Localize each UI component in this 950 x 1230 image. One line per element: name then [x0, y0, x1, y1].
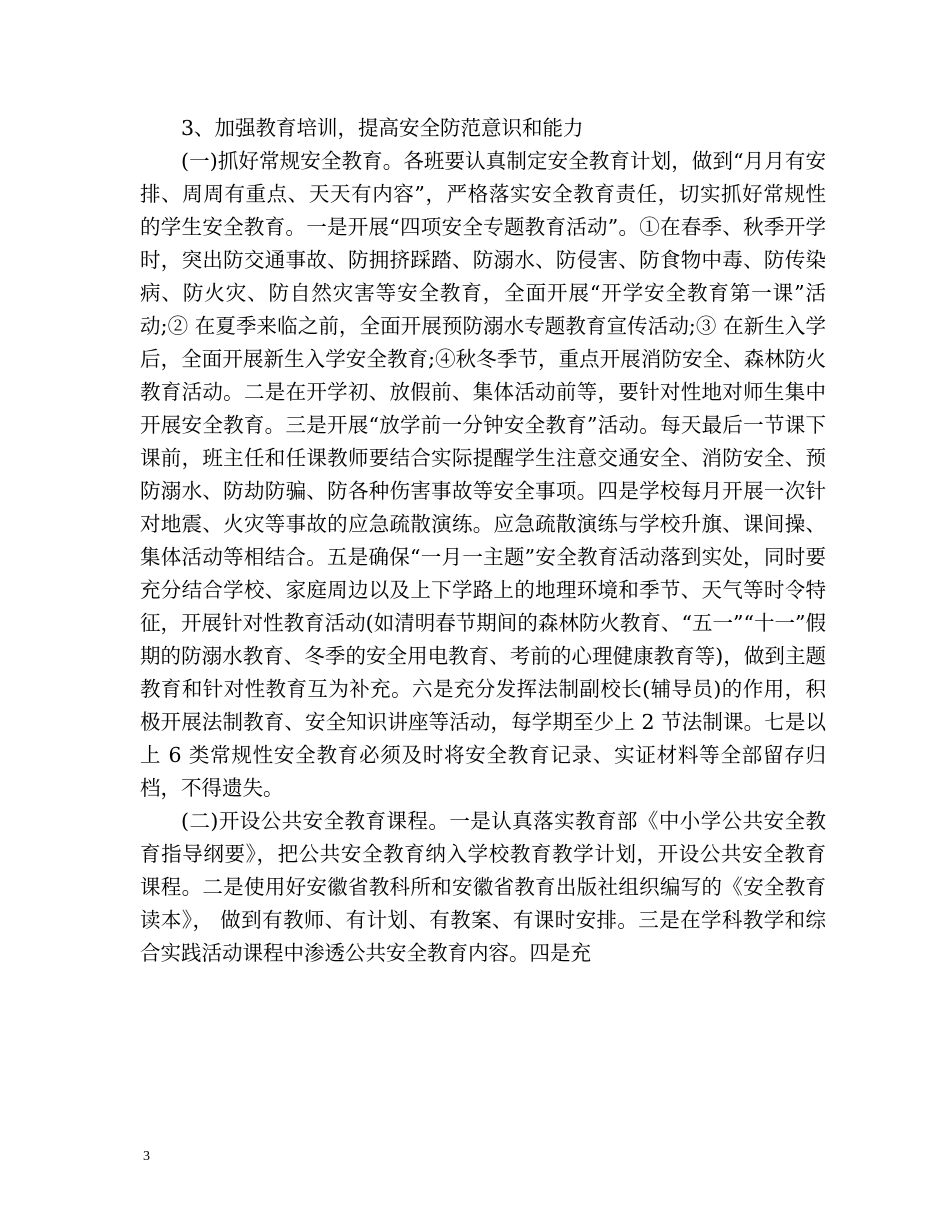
paragraph-public-safety-course: (二)开设公共安全教育课程。一是认真落实教育部《中小学公共安全教育指导纲要》，把公共安全教育纳入学校教育教学计划，开设公共安全教育课程。二是使用好安徽省教科所和安徽省教育出版社组织编写的《安全教育读本》， 做到有教师、有计划、有教案、有课时安排。三是在学科教学和综合实践活动课程中渗透公共安全教育内容。四是充 [140, 809, 826, 965]
section-heading: 3、加强教育培训，提高安全防范意识和能力 [181, 116, 584, 140]
page-number: 3 [143, 1149, 150, 1164]
document-body [140, 112, 826, 970]
paragraph-routine-safety-education: (一)抓好常规安全教育。各班要认真制定安全教育计划，做到“月月有安排、周周有重点、天天有内容”，严格落实安全教育责任，切实抓好常规性的学生安全教育。一是开展“四项安全专题教育活动”。①在春季、秋季开学时，突出防交通事故、防拥挤踩踏、防溺水、防侵害、防食物中毒、防传染病、防火灾、防自然灾害等安全教育，全面开展“开学安全教育第一课”活动;② 在夏季来临之前，全面开展预防溺水专题教育宣传活动;③ 在新生入学后，全面开展新生入学安全教育;④秋冬季节，重点开展消防安全、森林防火教育活动。二是在开学初、放假前、集体活动前等，要针对性地对师生集中开展安全教育。三是开展“放学前一分钟安全教育”活动。每天最后一节课下课前，班主任和任课教师要结合实际提醒学生注意交通安全、消防安全、预防溺水、防劫防骗、防各种伤害事故等安全事项。四是学校每月开展一次针对地震、火灾等事故的应急疏散演练。应急疏散演练与学校升旗、课间操、集体活动等相结合。五是确保“一月一主题”安全教育活动落到实处，同时要充分结合学校、家庭周边以及上下学路上的地理环境和季节、天气等时令特征，开展针对性教育活动(如清明春节期间的森林防火教育、“五一”“十一”假期的防溺水教育、冬季的安全用电教育、考前的心理健康教育等)，做到主题教育和针对性教育互为补充。六是充分发挥法制副校长(辅导员)的作用，积极开展法制教育、安全知识讲座等活动，每学期至少上 2 节法制课。七是以上 6 类常规性安全教育必须及时将安全教育记录、实证材料等全部留存归档，不得遗失。 [140, 149, 826, 800]
